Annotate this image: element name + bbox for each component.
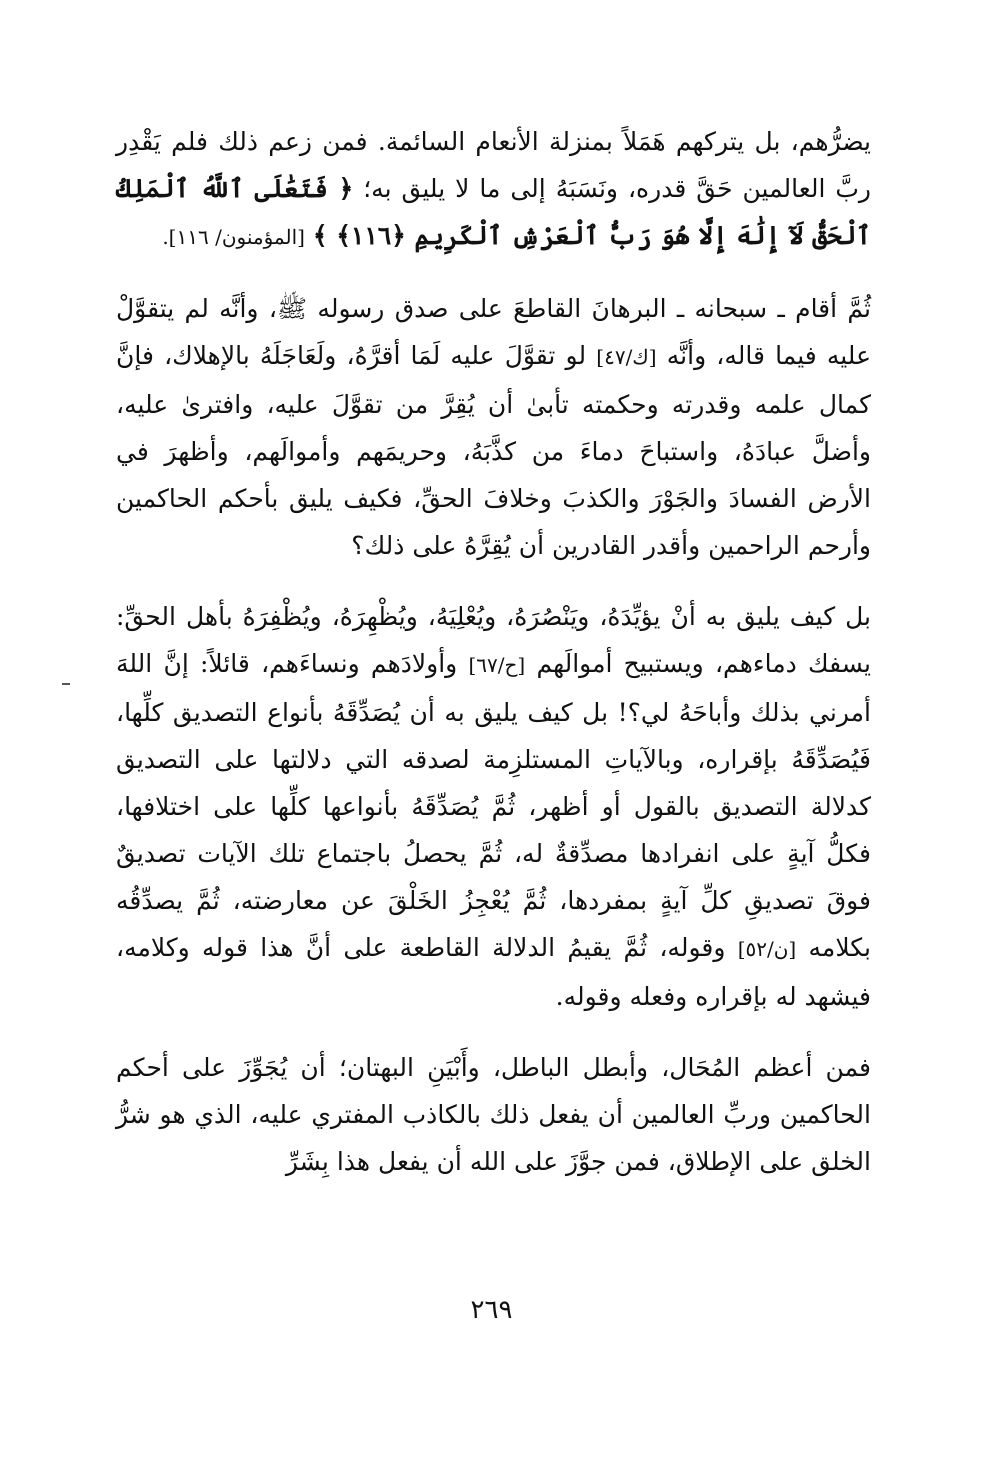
manuscript-reference: [ك/٤٧]: [596, 345, 657, 369]
manuscript-reference: [ح/٦٧]: [468, 653, 526, 677]
paragraph-text: وأولادَهم ونساءَهم، قائلاً: إنَّ اللهَ أمرني بذلك وأباحَهُ لي؟! بل كيف يليق به أن يُصَدِّقَهُ بأنواع التصديق كلِّها، فَيُصَدِّقَهُ بإقراره، وبالآياتِ المستلزِمة لصدقه التي دلالتها على التصديق كدلالة التصديق بالقول أو أظهر، ثُمَّ يُصَدِّقَهُ بأنواعها كلِّها على اختلافها، فكلُّ آيةٍ على انفرادها مصدِّقةٌ له، ثُمَّ يحصلُ باجتماع تلك الآيات تصديقٌ فوقَ تصديقِ كلِّ آيةٍ بمفردها، ثُمَّ يُعْجِزُ الخَلْقَ عن معارضته، ثُمَّ يصدِّقُه بكلامه: [116, 649, 871, 962]
manuscript-reference: [ن/٥٢]: [737, 937, 797, 961]
body-text: [116, 118, 871, 1185]
margin-mark: [62, 683, 70, 685]
paragraph-2: [116, 285, 871, 569]
paragraph-text: فمن أعظم المُحَال، وأبطل الباطل، وأَبْيَنِ البهتان؛ أن يُجَوِّزَ على أحكم الحاكمين وربِّ العالمين أن يفعل ذلك بالكاذب المفتري عليه، الذي هو شرُّ الخلق على الإطلاق، فمن جوَّزَ على الله أن يفعل هذا بِشَرِّ: [116, 1053, 871, 1176]
paragraph-text: يضرُّهم، بل يتركهم هَمَلاً بمنزلة الأنعام السائمة. فمن زعم ذلك فلم يَقْدِر ربَّ العالمين حَقَّ قدره، ونَسَبَهُ إلى ما لا يليق به؛: [116, 127, 871, 203]
paragraph-text: وقوله، ثُمَّ يقيمُ الدلالة القاطعة على أنَّ هذا قوله وكلامه، فيشهد له بإقراره وفعله وقوله.: [116, 933, 871, 1011]
verse-reference: [المؤمنون/ ١١٦].: [162, 225, 305, 249]
paragraph-4: [116, 1044, 871, 1185]
paragraph-1: [116, 118, 871, 261]
paragraph-text: لو تقوَّلَ عليه لَمَا أقرَّهُ، ولَعَاجَلَهُ بالإهلاك، فإنَّ كمال علمه وقدرته وحكمته تأبىٰ أن يُقِرَّ من تقوَّلَ عليه، وافترىٰ عليه، وأضلَّ عبادَهُ، واستباحَ دماءَ من كذَّبَهُ، وحريمَهم وأموالَهم، وأظهرَ في الأرض الفسادَ والجَوْرَ والكذبَ وخلافَ الحقِّ، فكيف يليق بأحكم الحاكمين وأرحم الراحمين وأقدر القادرين أن يُقِرَّهُ على ذلك؟: [116, 341, 871, 560]
paragraph-text: بل كيف يليق به أنْ يؤيِّدَهُ، ويَنْصُرَهُ، ويُعْلِيَهُ، ويُظْهِرَهُ، ويُظْفِرَهُ بأهل الحقِّ: يسفك دماءهم، ويستبيح أموالَهم: [116, 602, 871, 678]
page-number: ٢٦٩: [470, 1295, 513, 1325]
paragraph-text: ثُمَّ أقام ـ سبحانه ـ البرهانَ القاطعَ على صدق رسوله ﷺ، وأنَّه لم يتقوَّلْ عليه فيما قاله، وأنَّه: [116, 294, 871, 370]
quran-verse: ﴿ فَتَعَٰلَى ٱللَّهُ ٱلْمَلِكُ ٱلْحَقُّ لَآ إِلَٰهَ إِلَّا هُوَ رَبُّ ٱلْعَرْشِ ٱلْكَرِيمِ ﴿١١٦﴾ ﴾: [116, 174, 871, 250]
paragraph-3: [116, 593, 871, 1020]
